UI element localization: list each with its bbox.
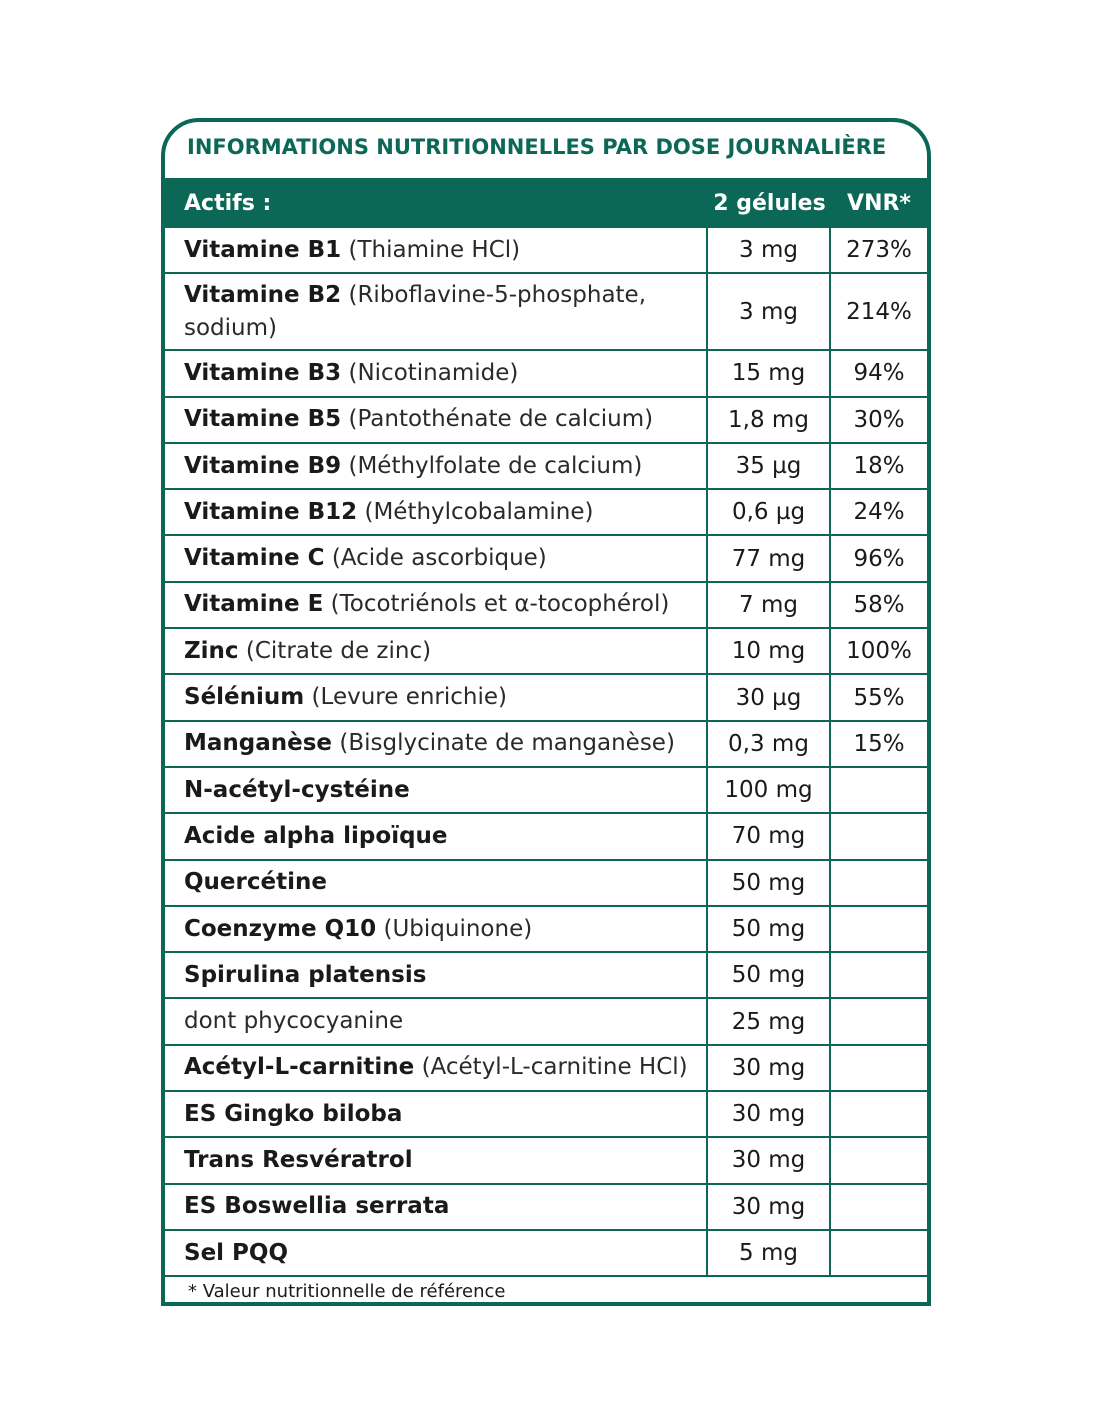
- ingredient-cell: [165, 398, 708, 442]
- vnr-cell: [831, 1138, 927, 1182]
- ingredient-name: N-acétyl-cystéine: [184, 776, 410, 803]
- ingredient-detail: (Bisglycinate de manganèse): [332, 730, 675, 757]
- ingredient-cell: [165, 490, 708, 534]
- ingredient-name: Sélénium: [184, 684, 305, 711]
- ingredient-cell: [165, 274, 708, 349]
- header-dose: 2 gélules: [713, 190, 826, 216]
- ingredient-cell: [165, 861, 708, 905]
- vnr-cell: [831, 768, 927, 812]
- ingredient-cell: [165, 1046, 708, 1090]
- ingredient-detail: (Thiamine HCl): [341, 236, 521, 263]
- vnr-cell: 24%: [853, 499, 905, 526]
- ingredient-cell: [165, 953, 708, 997]
- dose-cell: 30 mg: [708, 1046, 831, 1090]
- ingredient-cell: [165, 351, 708, 395]
- vnr-cell: [831, 1185, 927, 1229]
- ingredient-detail: dont phycocyanine: [184, 1008, 404, 1035]
- dose-cell: 30 mg: [708, 1185, 831, 1229]
- ingredient-cell: [165, 583, 708, 627]
- vnr-cell: [831, 1231, 927, 1275]
- dose-cell: 50 mg: [708, 953, 831, 997]
- ingredient-name: Coenzyme Q10: [184, 915, 377, 942]
- ingredient-detail: (Ubiquinone): [376, 915, 533, 942]
- ingredient-cell: [165, 768, 708, 812]
- vnr-cell: 30%: [853, 406, 905, 433]
- ingredient-name: Sel PQQ: [184, 1239, 289, 1266]
- table-row: [165, 583, 927, 629]
- dose-cell: 50 mg: [708, 907, 831, 951]
- dose-cell: 15 mg: [708, 351, 831, 395]
- dose-cell: 3 mg: [708, 228, 831, 272]
- ingredient-cell: [165, 722, 708, 766]
- ingredient-cell: [165, 1138, 708, 1182]
- ingredient-text: [184, 1005, 403, 1038]
- vnr-cell: 96%: [853, 545, 905, 572]
- panel-title: INFORMATIONS NUTRITIONNELLES PAR DOSE JOURNALIÈRE: [187, 135, 887, 159]
- dose-cell: 1,8 mg: [708, 398, 831, 442]
- ingredient-cell: [165, 629, 708, 673]
- vnr-cell: [831, 953, 927, 997]
- table-row: [165, 999, 927, 1045]
- ingredient-detail: (Méthylfolate de calcium): [341, 452, 643, 479]
- table-row: [165, 814, 927, 860]
- vnr-cell: 100%: [846, 638, 912, 665]
- ingredient-text: [184, 635, 431, 668]
- ingredient-text: [184, 450, 642, 483]
- ingredient-name: Vitamine B5: [184, 406, 342, 433]
- table-row: [165, 861, 927, 907]
- ingredient-name: Zinc: [184, 637, 239, 664]
- ingredient-cell: [165, 1092, 708, 1136]
- ingredient-name: Vitamine B12: [184, 498, 358, 525]
- ingredient-name: Spirulina platensis: [184, 961, 427, 988]
- table-row: [165, 675, 927, 721]
- dose-cell: 30 µg: [708, 675, 831, 719]
- ingredient-name: Vitamine B2: [184, 281, 342, 308]
- ingredient-name: Vitamine B9: [184, 452, 342, 479]
- ingredient-text: [184, 234, 520, 267]
- table-row: [165, 490, 927, 536]
- table-row: [165, 398, 927, 444]
- table-body: [165, 228, 927, 1277]
- table-row: [165, 1185, 927, 1231]
- ingredient-cell: [165, 675, 708, 719]
- ingredient-cell: [165, 999, 708, 1043]
- table-row: [165, 953, 927, 999]
- vnr-cell: [831, 907, 927, 951]
- ingredient-text: [184, 681, 507, 714]
- ingredient-text: [184, 866, 327, 899]
- dose-cell: 30 mg: [708, 1092, 831, 1136]
- ingredient-text: [184, 1098, 402, 1131]
- vnr-cell: [831, 999, 927, 1043]
- ingredient-name: ES Boswellia serrata: [184, 1193, 450, 1220]
- dose-cell: 30 mg: [708, 1138, 831, 1182]
- ingredient-detail: (Acide ascorbique): [324, 545, 547, 572]
- table-row: [165, 444, 927, 490]
- dose-cell: 10 mg: [708, 629, 831, 673]
- ingredient-cell: [165, 814, 708, 858]
- header-vnr: VNR*: [847, 190, 911, 216]
- ingredient-name: ES Gingko biloba: [184, 1100, 403, 1127]
- footnote: * Valeur nutritionnelle de référence: [188, 1281, 506, 1303]
- table-row: [165, 536, 927, 582]
- ingredient-text: [184, 820, 448, 853]
- table-row: [165, 274, 927, 351]
- ingredient-detail: (Tocotriénols et α-tocophérol): [323, 591, 670, 618]
- ingredient-name: Vitamine B3: [184, 359, 342, 386]
- ingredient-text: [184, 542, 547, 575]
- ingredient-detail: (Riboflavine-5-phosphate, sodium): [184, 281, 647, 341]
- ingredient-detail: (Citrate de zinc): [238, 637, 432, 664]
- ingredient-text: [184, 403, 653, 436]
- ingredient-cell: [165, 444, 708, 488]
- ingredient-name: Quercétine: [184, 869, 327, 896]
- header-actifs: Actifs :: [184, 190, 272, 216]
- vnr-cell: 94%: [853, 360, 905, 387]
- dose-cell: 5 mg: [708, 1231, 831, 1275]
- ingredient-name: Vitamine C: [184, 545, 325, 572]
- ingredient-name: Vitamine B1: [184, 236, 342, 263]
- ingredient-detail: (Nicotinamide): [341, 359, 519, 386]
- ingredient-detail: (Méthylcobalamine): [357, 498, 594, 525]
- vnr-cell: 55%: [853, 684, 905, 711]
- ingredient-cell: [165, 907, 708, 951]
- vnr-cell: [831, 861, 927, 905]
- ingredient-detail: (Pantothénate de calcium): [341, 406, 654, 433]
- table-row: [165, 351, 927, 397]
- table-row: [165, 768, 927, 814]
- ingredient-text: [184, 279, 698, 345]
- ingredient-name: Acide alpha lipoïque: [184, 822, 448, 849]
- dose-cell: 77 mg: [708, 536, 831, 580]
- dose-cell: 3 mg: [708, 274, 831, 349]
- dose-cell: 0,6 µg: [708, 490, 831, 534]
- ingredient-detail: (Levure enrichie): [304, 684, 508, 711]
- dose-cell: 35 µg: [708, 444, 831, 488]
- ingredient-name: Acétyl-L-carnitine: [184, 1054, 415, 1081]
- table-row: [165, 907, 927, 953]
- ingredient-text: [184, 1051, 688, 1084]
- vnr-cell: 15%: [853, 730, 905, 757]
- ingredient-text: [184, 959, 426, 992]
- ingredient-name: Trans Resvératrol: [184, 1146, 413, 1173]
- dose-cell: 100 mg: [708, 768, 831, 812]
- table-row: [165, 1138, 927, 1184]
- ingredient-cell: [165, 536, 708, 580]
- vnr-cell: 58%: [853, 591, 905, 618]
- table-header: [165, 178, 927, 228]
- ingredient-cell: [165, 1185, 708, 1229]
- table-row: [165, 228, 927, 274]
- ingredient-text: [184, 1190, 449, 1223]
- dose-cell: 70 mg: [708, 814, 831, 858]
- dose-cell: 0,3 mg: [708, 722, 831, 766]
- ingredient-text: [184, 913, 532, 946]
- ingredient-text: [184, 774, 410, 807]
- ingredient-cell: [165, 228, 708, 272]
- vnr-cell: 18%: [853, 453, 905, 480]
- table-row: [165, 722, 927, 768]
- ingredient-text: [184, 496, 593, 529]
- table-row: [165, 1046, 927, 1092]
- dose-cell: 50 mg: [708, 861, 831, 905]
- vnr-cell: 214%: [846, 298, 912, 325]
- vnr-cell: [831, 1046, 927, 1090]
- ingredient-text: [184, 357, 518, 390]
- ingredient-text: [184, 588, 669, 621]
- vnr-cell: [831, 1092, 927, 1136]
- ingredient-text: [184, 727, 675, 760]
- vnr-cell: 273%: [846, 237, 912, 264]
- ingredient-text: [184, 1144, 413, 1177]
- vnr-cell: [831, 814, 927, 858]
- ingredient-cell: [165, 1231, 708, 1275]
- nutrition-panel: [161, 118, 931, 1306]
- dose-cell: 7 mg: [708, 583, 831, 627]
- ingredient-name: Vitamine E: [184, 591, 324, 618]
- ingredient-text: [184, 1237, 288, 1270]
- table-row: [165, 1231, 927, 1277]
- dose-cell: 25 mg: [708, 999, 831, 1043]
- ingredient-name: Manganèse: [184, 730, 333, 757]
- table-row: [165, 629, 927, 675]
- table-row: [165, 1092, 927, 1138]
- ingredient-detail: (Acétyl-L-carnitine HCl): [414, 1054, 688, 1081]
